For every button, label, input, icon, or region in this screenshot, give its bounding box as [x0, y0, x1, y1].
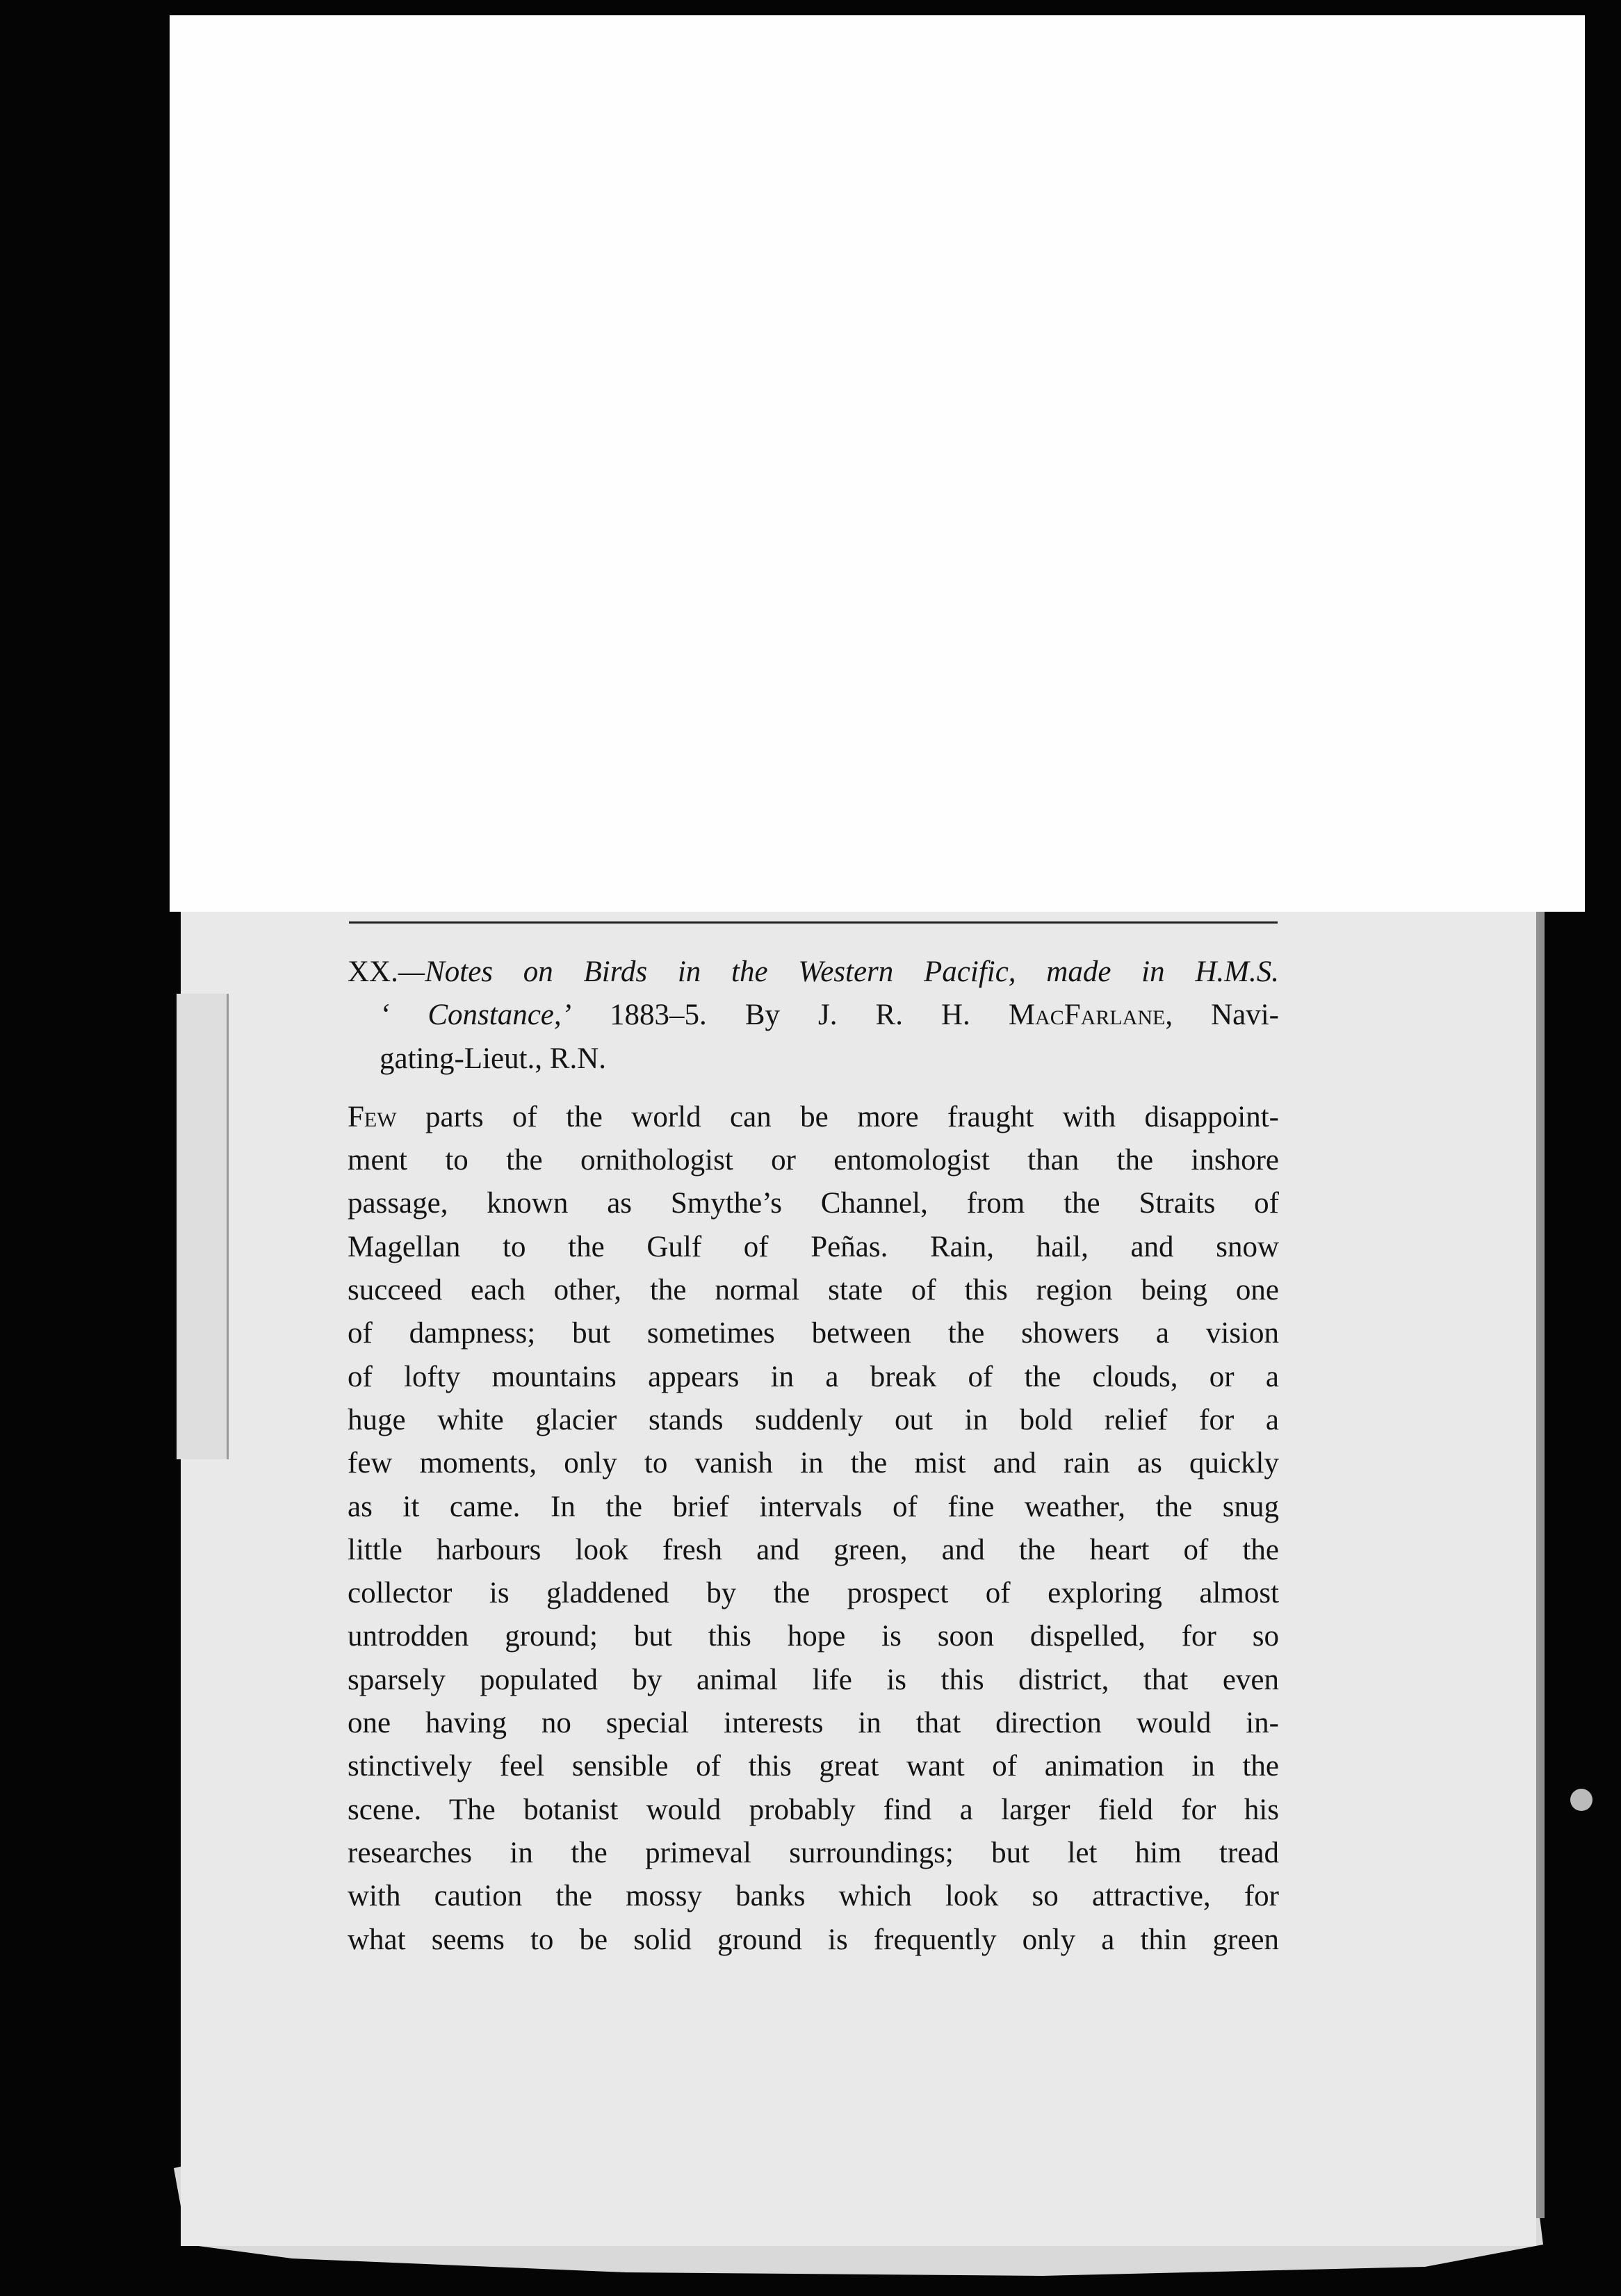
- author-surname: MacFarlane: [1008, 999, 1166, 1032]
- body-line: huge white glacier stands suddenly out in bold relief for a: [348, 1403, 1279, 1436]
- article-body: [348, 1096, 1279, 1962]
- author-rank: , Navi-: [1165, 999, 1280, 1032]
- body-line: ment to the ornithologist or entomologist than the inshore: [348, 1144, 1279, 1177]
- body-line: stinctively feel sensible of this great want of animation in the: [348, 1750, 1279, 1783]
- body-line: what seems to be solid ground is frequently only a thin green: [348, 1923, 1279, 1956]
- article-number: XX.: [348, 956, 398, 988]
- speck: [1570, 1789, 1593, 1811]
- heading-line: gating-Lieut., R.N.: [380, 1042, 607, 1075]
- article-dates: 1883–5. By J. R. H.: [571, 999, 1009, 1032]
- body-line: collector is gladdened by the prospect of exploring almost: [348, 1577, 1279, 1610]
- article-heading: [348, 951, 1279, 1081]
- body-line: of lofty mountains appears in a break of the clouds, or a: [348, 1360, 1279, 1393]
- body-line: with caution the mossy banks which look so attractive, for: [348, 1880, 1279, 1913]
- body-line: researches in the primeval surroundings; but let him tread: [348, 1836, 1279, 1869]
- body-line: Few parts of the world can be more fraught with disappoint-: [348, 1100, 1279, 1133]
- blank-backing-sheet: [170, 15, 1585, 912]
- body-line: Magellan to the Gulf of Peñas. Rain, hail, and snow: [348, 1230, 1279, 1263]
- header-rule: [349, 921, 1278, 924]
- body-line: little harbours look fresh and green, and the heart of the: [348, 1533, 1279, 1566]
- body-line: few moments, only to vanish in the mist and rain as quickly: [348, 1447, 1279, 1480]
- body-line: succeed each other, the normal state of this region being one: [348, 1274, 1279, 1307]
- heading-line: [348, 951, 1279, 994]
- ship-name: ‘ Constance,’: [380, 999, 571, 1032]
- heading-line: [348, 994, 1279, 1037]
- body-line: one having no special interests in that direction would in-: [348, 1707, 1279, 1740]
- article-text: [348, 951, 1279, 1962]
- body-line: sparsely populated by animal life is this district, that even: [348, 1663, 1279, 1696]
- body-line: of dampness; but sometimes between the showers a vision: [348, 1317, 1279, 1350]
- body-line: scene. The botanist would probably find a larger field for his: [348, 1793, 1279, 1826]
- body-line: passage, known as Smythe’s Channel, from the Straits of: [348, 1187, 1279, 1220]
- drop-word: Few: [348, 1100, 397, 1133]
- body-line: as it came. In the brief intervals of fine weather, the snug: [348, 1490, 1279, 1523]
- page-fold: [177, 994, 229, 1459]
- article-title: —Notes on Birds in the Western Pacific, made in H.M.S.: [398, 956, 1279, 988]
- body-line: untrodden ground; but this hope is soon dispelled, for so: [348, 1620, 1279, 1653]
